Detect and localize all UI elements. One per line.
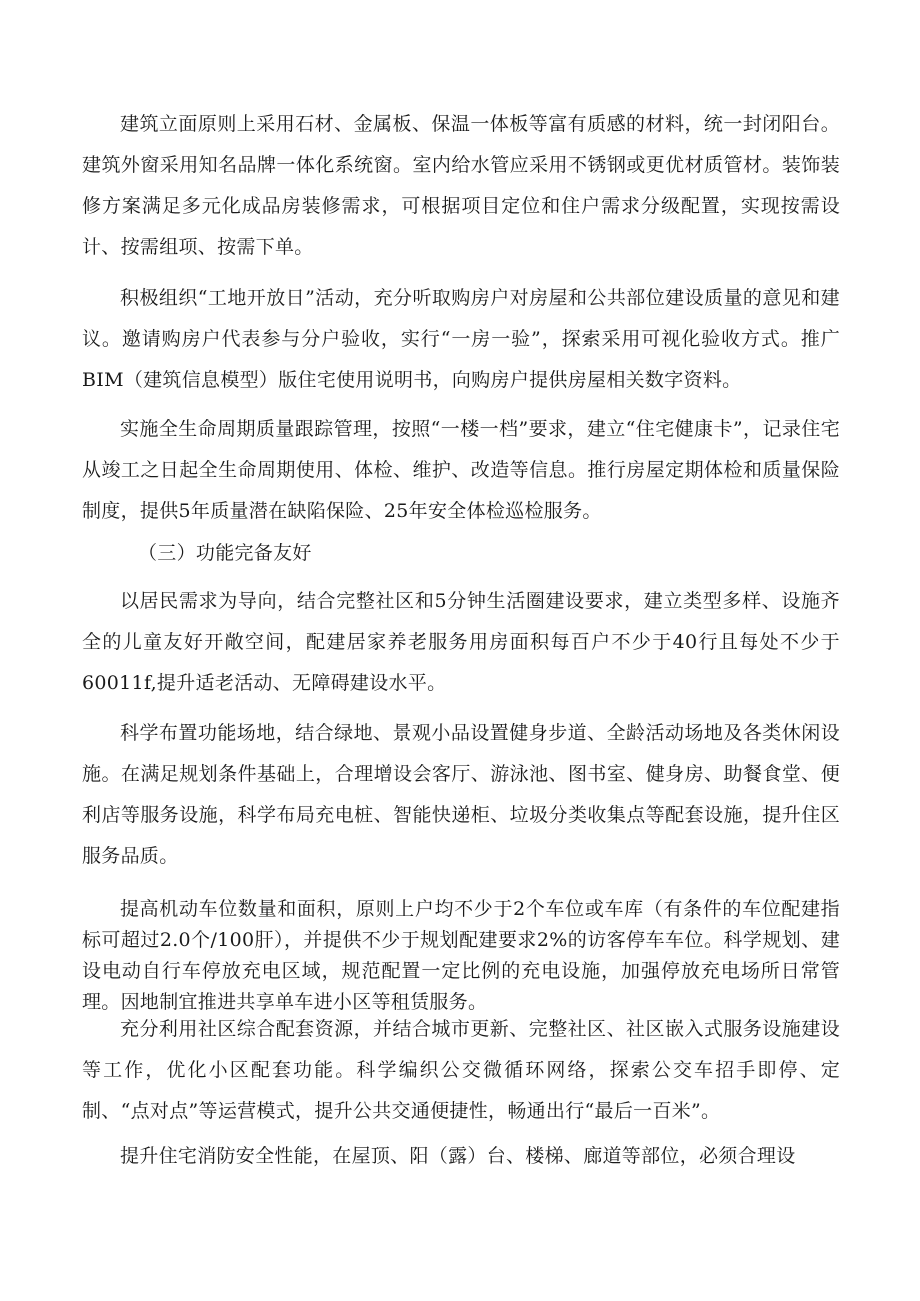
- paragraph-function-layout: 科学布置功能场地，结合绿地、景观小品设置健身步道、全龄活动场地及各类休闲设施。在满足规划条件基础上，合理增设会客厅、游泳池、图书室、健身房、助餐食堂、便利店等服务设施，科学布局充电桩、智能快递柜、垃圾分类收集点等配套设施，提升住区服务品质。: [82, 722, 840, 867]
- paragraph-fire-safety: 提升住宅消防安全性能，在屋顶、阳（露）台、楼梯、廊道等部位，必须合理设: [120, 1145, 796, 1167]
- paragraph-resident-needs: 以居民需求为导向，结合完整社区和5分钟生活圈建设要求，建立类型多样、设施齐全的儿童友好开敞空间，配建居家养老服务用房面积每百户不少于40行且每处不少于60011f,提升适老活动、无障碍建设水平。: [82, 590, 840, 694]
- paragraph-parking: 提高机动车位数量和面积，原则上户均不少于2个车位或车库（有条件的车位配建指标可超过2.0个/100肝），并提供不少于规划配建要求2%的访客停车车位。科学规划、建设电动自行车停放充电区域，规范配置一定比例的充电设施，加强停放充电场所日常管理。因地制宜推进共享单车进小区等租赁服务。: [82, 898, 840, 1013]
- paragraph-community-resources: 充分利用社区综合配套资源，并结合城市更新、完整社区、社区嵌入式服务设施建设等工作，优化小区配套功能。科学编织公交微循环网络，探索公交车招手即停、定制、“点对点”等运营模式，提升公共交通便捷性，畅通出行“最后一百米”。: [82, 1018, 840, 1122]
- section-heading: （三）功能完备友好: [138, 542, 312, 564]
- paragraph-facade-materials: 建筑立面原则上采用石材、金属板、保温一体板等富有质感的材料，统一封闭阳台。建筑外窗采用知名品牌一体化系统窗。室内给水管应采用不锈钢或更优材质管材。装饰装修方案满足多元化成品房装修需求，可根据项目定位和住户需求分级配置，实现按需设计、按需组项、按需下单。: [82, 113, 840, 258]
- paragraph-quality-tracking: 实施全生命周期质量跟踪管理，按照“一楼一档”要求，建立“住宅健康卡”，记录住宅从竣工之日起全生命周期使用、体检、维护、改造等信息。推行房屋定期体检和质量保险制度，提供5年质量潜在缺陷保险、25年安全体检巡检服务。: [82, 418, 840, 522]
- paragraph-site-open-day: 积极组织“工地开放日”活动，充分听取购房户对房屋和公共部位建设质量的意见和建议。邀请购房户代表参与分户验收，实行“一房一验”，探索采用可视化验收方式。推广BIM（建筑信息模型）版住宅使用说明书，向购房户提供房屋相关数字资料。: [82, 287, 840, 391]
